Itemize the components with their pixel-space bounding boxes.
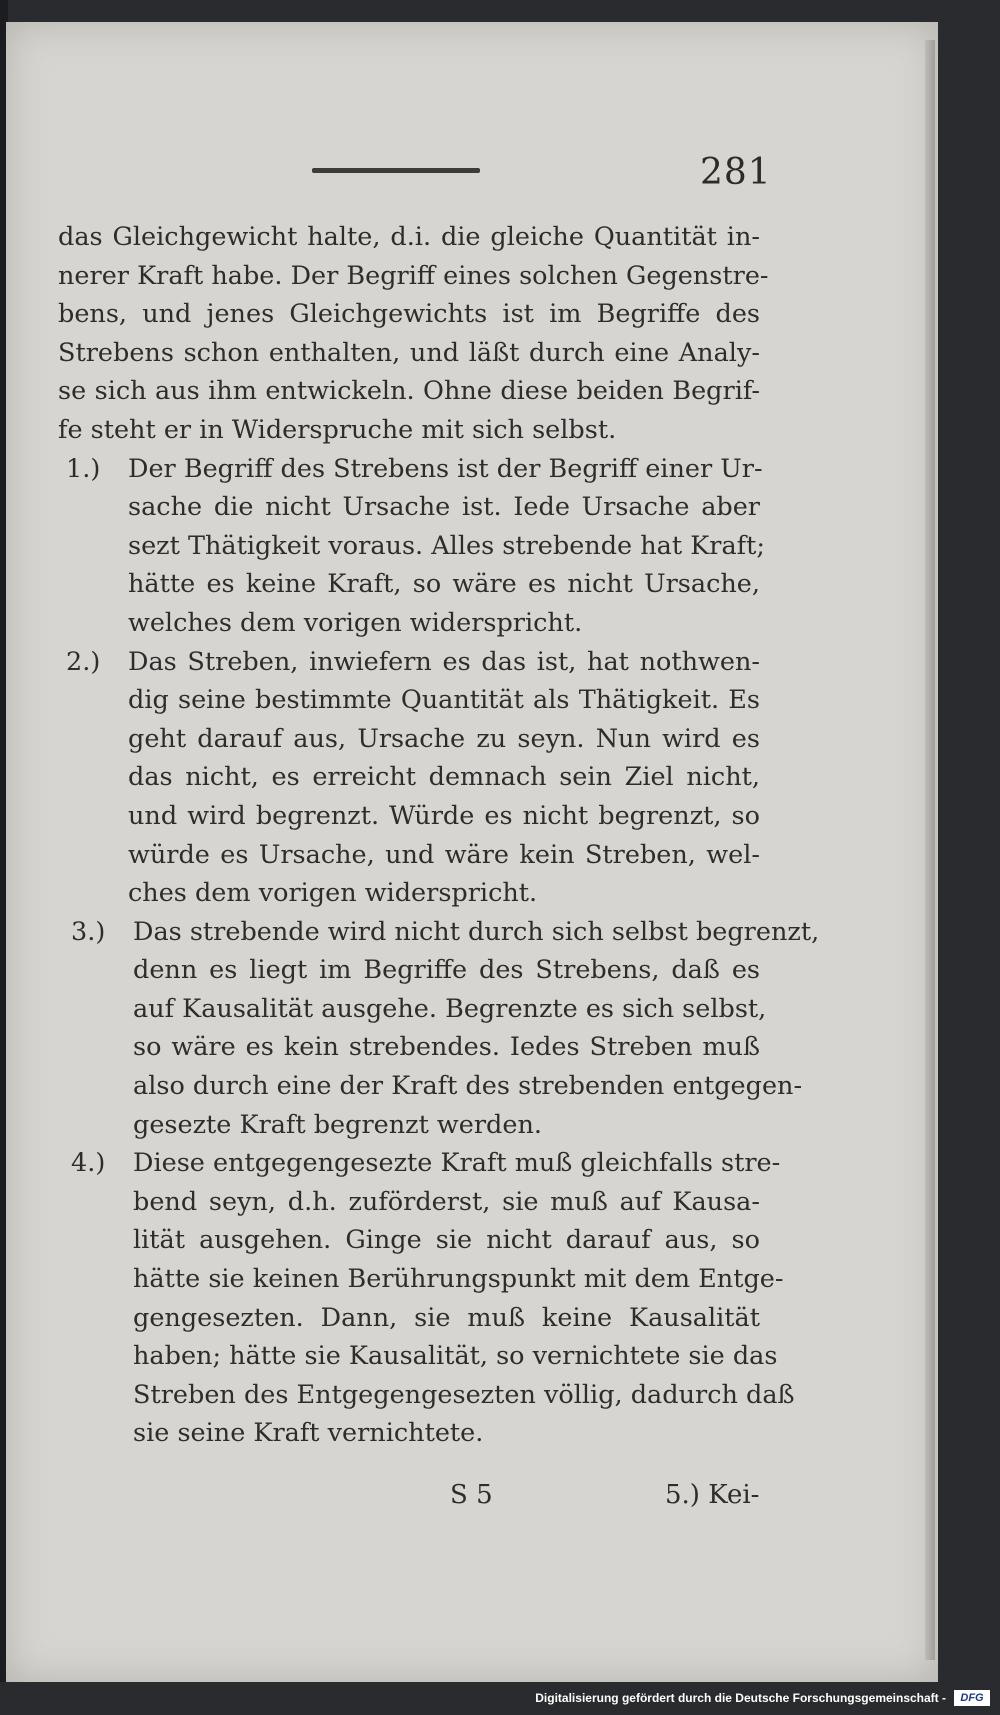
text-line: 1.) Der Begriff des Strebens ist der Begriff einer Ur- <box>58 450 760 489</box>
text-line: sezt Thätigkeit voraus. Alles strebende hat Kraft; <box>128 530 765 561</box>
text-line: nerer Kraft habe. Der Begriff eines solchen Gegenstre- <box>58 260 769 291</box>
text-line: geht darauf aus, Ursache zu seyn. Nun wird es <box>128 723 760 754</box>
text-line: Strebens schon enthalten, und läßt durch eine Analy- <box>58 337 760 368</box>
text-line: denn es liegt im Begriffe des Strebens, daß es <box>133 955 760 986</box>
text-line: bens, und jenes Gleichgewichts ist im Begriffe des <box>58 299 760 330</box>
text-line: würde es Ursache, und wäre kein Streben, wel- <box>128 839 760 870</box>
text-line: bend seyn, d.h. zuförderst, sie muß auf Kausa- <box>133 1186 760 1217</box>
list-item <box>58 1144 795 1453</box>
item-marker: 3.) <box>71 916 106 947</box>
list-item <box>58 643 760 913</box>
text-line: und wird begrenzt. Würde es nicht begrenzt, so <box>128 800 760 831</box>
page-edge <box>925 40 935 1660</box>
header-rule <box>312 168 480 173</box>
text-line: so wäre es kein strebendes. Iedes Streben muß <box>133 1032 760 1063</box>
text-line: haben; hätte sie Kausalität, so vernichtete sie das <box>133 1341 778 1372</box>
text-line: also durch eine der Kraft des strebenden entgegen- <box>133 1071 803 1102</box>
text-line: ches dem vorigen widerspricht. <box>128 878 538 909</box>
dfg-logo: DFG <box>954 1690 990 1706</box>
text-line: se sich aus ihm entwickeln. Ohne diese beiden Begrif- <box>58 376 760 407</box>
text-line: das Gleichgewicht halte, d.i. die gleiche Quantität in- <box>58 222 760 252</box>
page-number: 281 <box>700 152 772 193</box>
text-line: sache die nicht Ursache ist. Iede Ursache aber <box>128 492 760 523</box>
text-line: sie seine Kraft vernichtete. <box>133 1418 484 1449</box>
text-line: 4.) Diese entgegengesezte Kraft muß gleichfalls stre- <box>58 1144 760 1183</box>
text-line: gengesezten. Dann, sie muß keine Kausalität <box>133 1302 760 1333</box>
text-line: dig seine bestimmte Quantität als Thätigkeit. Es <box>128 685 760 716</box>
text-line: hätte es keine Kraft, so wäre es nicht Ursache, <box>128 569 760 600</box>
catchword: 5.) Kei- <box>665 1480 760 1510</box>
item-marker: 1.) <box>66 453 101 484</box>
list-item <box>58 913 820 1145</box>
digitization-credit: Digitalisierung gefördert durch die Deutsche Forschungsgemeinschaft - <box>0 1682 1000 1715</box>
text-line: hätte sie keinen Berührungspunkt mit dem Entge- <box>133 1264 784 1295</box>
text-line: 3.) Das strebende wird nicht durch sich selbst begrenzt, <box>58 913 760 952</box>
text-line: welches dem vorigen widerspricht. <box>128 607 583 638</box>
body-text <box>58 218 820 1453</box>
text-line: Streben des Entgegengesezten völlig, dadurch daß <box>133 1379 795 1410</box>
text-line: auf Kausalität ausgehe. Begrenzte es sich selbst, <box>133 993 767 1024</box>
text-line: fe steht er in Widerspruche mit sich selbst. <box>58 414 617 445</box>
text-line: das nicht, es erreicht demnach sein Ziel nicht, <box>128 762 760 793</box>
item-marker: 2.) <box>66 646 101 677</box>
signature-mark: S 5 <box>450 1480 493 1510</box>
list-item <box>58 450 765 643</box>
text-line: gesezte Kraft begrenzt werden. <box>133 1109 542 1140</box>
item-marker: 4.) <box>71 1148 106 1179</box>
text-line: lität ausgehen. Ginge sie nicht darauf aus, so <box>133 1225 760 1256</box>
text-line: 2.) Das Streben, inwiefern es das ist, hat nothwen- <box>58 643 760 682</box>
